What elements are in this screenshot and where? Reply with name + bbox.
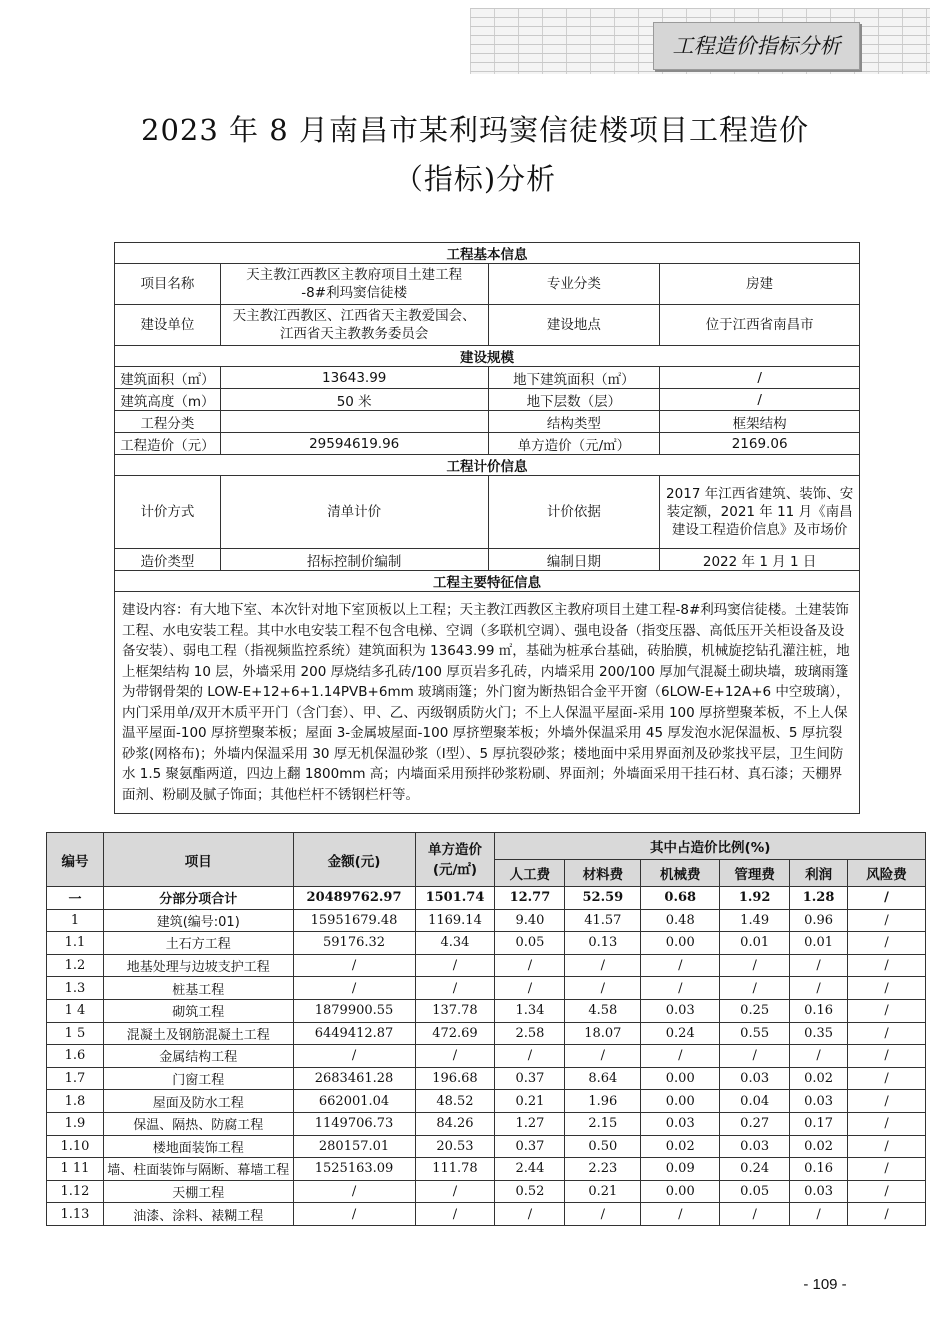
table-cell: 0.13 (565, 932, 641, 955)
table-cell: 9.40 (495, 909, 565, 932)
table-cell: / (415, 1203, 495, 1226)
header-ratio: 其中占造价比例(%) (495, 833, 926, 860)
header-machine: 机械费 (641, 860, 720, 887)
table-cell: 0.03 (641, 999, 720, 1022)
table-cell: 0.24 (720, 1158, 790, 1181)
table-cell: / (848, 1090, 926, 1113)
table-cell: 0.03 (790, 1090, 848, 1113)
table-cell: 0.16 (790, 1158, 848, 1181)
cost-label: 工程造价（元） (115, 433, 221, 455)
section-basic-info: 工程基本信息 (115, 243, 860, 264)
section-features: 工程主要特征信息 (115, 571, 860, 592)
table-cell: / (848, 1045, 926, 1068)
table-cell: / (641, 1045, 720, 1068)
table-row (47, 887, 926, 910)
table-cell: / (848, 1203, 926, 1226)
table-cell: 桩基工程 (103, 977, 293, 1000)
table-cell: / (415, 1045, 495, 1068)
table-cell: 1.6 (47, 1045, 104, 1068)
table-cell: 0.09 (641, 1158, 720, 1181)
table-row (47, 909, 926, 932)
table-cell: 0.21 (565, 1180, 641, 1203)
table-cell: / (565, 1203, 641, 1226)
table-cell: / (790, 1203, 848, 1226)
struct-value: 框架结构 (660, 411, 860, 433)
table-cell: 混凝土及钢筋混凝土工程 (103, 1022, 293, 1045)
table-row (47, 977, 926, 1000)
features-description: 建设内容：有大地下室、本次针对地下室顶板以上工程；天主教江西教区主教府项目土建工程-8#利玛窦信徒楼。土建装饰工程、水电安装工程。其中水电安装工程不包含电梯、空调（多联机空调）、强电设备（指变压器、高低压开关柜设备及设备安装）、弱电工程（指视频监控系统）建筑面积为 13643.99 ㎡，基础为桩承台基础，砖胎膜，机械旋挖钻孔灌注桩，地上框架结构 10 层，外墙采用 200 厚烧结多孔砖/100 厚页岩多孔砖，内墙采用 200/100 厚加气混凝土砌块墙，玻璃雨篷为带钢骨架的 LOW-E+12+6+1.14PVB+6mm 玻璃雨篷；外门窗为断热铝合金平开窗（6LOW-E+12A+6 中空玻璃），内门采用单/双开木质平开门（含门套）、甲、乙、丙级钢质防火门；不上人保温平屋面-采用 100 厚挤塑聚苯板，不上人保温平屋面-100 厚挤塑聚苯板；屋面 3-金属坡屋面-100 厚挤塑聚苯板；外墙外保温采用 45 厚发泡水泥保温板、5 厚抗裂砂浆(网格布)；外墙内保温采用 30 厚无机保温砂浆（Ⅰ型）、5 厚抗裂砂浆；楼地面中采用界面剂及砂浆找平层，卫生间防水 1.5 聚氨酯两道，四边上翻 1800mm 高；内墙面采用预拌砂浆粉刷、界面剂；外墙面采用干挂石材、真石漆；天棚界面剂、粉刷及腻子饰面；其他栏杆不锈钢栏杆等。 (115, 592, 860, 814)
table-cell: 41.57 (565, 909, 641, 932)
table-cell: 0.25 (720, 999, 790, 1022)
table-cell: 0.35 (790, 1022, 848, 1045)
unit-cost-value: 2169.06 (660, 433, 860, 455)
table-cell: / (641, 1203, 720, 1226)
table-cell: / (293, 954, 415, 977)
table-cell: 1169.14 (415, 909, 495, 932)
unit-cost-label: 单方造价（元/㎡） (488, 433, 660, 455)
height-label: 建筑高度（m） (115, 389, 221, 411)
table-cell: 0.01 (790, 932, 848, 955)
table-cell: 1.27 (495, 1112, 565, 1135)
page-title-line1: 2023 年 8 月南昌市某利玛窦信徒楼项目工程造价 (141, 113, 809, 147)
table-row (47, 1067, 926, 1090)
table-cell: / (293, 977, 415, 1000)
header-risk: 风险费 (848, 860, 926, 887)
table-cell: / (790, 954, 848, 977)
cost-breakdown-table (46, 832, 926, 1226)
table-cell: 0.03 (790, 1180, 848, 1203)
table-cell: / (720, 977, 790, 1000)
table-cell: / (293, 1203, 415, 1226)
table-cell: 金属结构工程 (103, 1045, 293, 1068)
table-cell: 8.64 (565, 1067, 641, 1090)
table-cell: 0.01 (720, 932, 790, 955)
table-row (47, 932, 926, 955)
table-cell: 18.07 (565, 1022, 641, 1045)
table-cell: / (720, 954, 790, 977)
table-cell: 1 4 (47, 999, 104, 1022)
table-cell: 1.13 (47, 1203, 104, 1226)
struct-label: 结构类型 (488, 411, 660, 433)
table-cell: 油漆、涂料、裱糊工程 (103, 1203, 293, 1226)
section-header-tag: 工程造价指标分析 (653, 22, 860, 70)
table-cell: 1.49 (720, 909, 790, 932)
builder-label: 建设单位 (115, 305, 221, 346)
header-profit: 利润 (790, 860, 848, 887)
table-cell: 0.00 (641, 1067, 720, 1090)
table-cell: 472.69 (415, 1022, 495, 1045)
table-cell: 0.05 (495, 932, 565, 955)
table-cell: / (415, 1180, 495, 1203)
table-cell: 52.59 (565, 887, 641, 910)
table-cell: 0.03 (641, 1112, 720, 1135)
header-amount: 金额(元) (293, 833, 415, 887)
table-cell: 84.26 (415, 1112, 495, 1135)
table-cell: 2.58 (495, 1022, 565, 1045)
table-cell: / (495, 1045, 565, 1068)
table-cell: / (848, 1158, 926, 1181)
section-pricing: 工程计价信息 (115, 455, 860, 476)
project-name-label: 项目名称 (115, 264, 221, 305)
location-label: 建设地点 (488, 305, 660, 346)
table-row (47, 999, 926, 1022)
table-cell: / (848, 1180, 926, 1203)
table-cell: 111.78 (415, 1158, 495, 1181)
header-mgmt: 管理费 (720, 860, 790, 887)
under-floors-label: 地下层数（层） (488, 389, 660, 411)
under-area-value: / (660, 367, 860, 389)
table-row (47, 1022, 926, 1045)
table-cell: 0.03 (720, 1135, 790, 1158)
table-cell: 6449412.87 (293, 1022, 415, 1045)
table-cell: 砌筑工程 (103, 999, 293, 1022)
height-value: 50 米 (220, 389, 488, 411)
table-cell: 0.02 (641, 1135, 720, 1158)
area-label: 建筑面积（㎡） (115, 367, 221, 389)
table-cell: 0.17 (790, 1112, 848, 1135)
under-floors-value: / (660, 389, 860, 411)
header-item: 项目 (103, 833, 293, 887)
table-cell: / (415, 954, 495, 977)
table-cell: 2.44 (495, 1158, 565, 1181)
table-cell: 0.27 (720, 1112, 790, 1135)
table-row (47, 1045, 926, 1068)
table-cell: 1501.74 (415, 887, 495, 910)
table-cell: 2683461.28 (293, 1067, 415, 1090)
table-cell: 1149706.73 (293, 1112, 415, 1135)
table-cell: / (495, 1203, 565, 1226)
table-cell: 墙、柱面装饰与隔断、幕墙工程 (103, 1158, 293, 1181)
table-cell: 0.02 (790, 1135, 848, 1158)
table-cell: 137.78 (415, 999, 495, 1022)
header-material: 材料费 (565, 860, 641, 887)
table-cell: 662001.04 (293, 1090, 415, 1113)
table-cell: 0.04 (720, 1090, 790, 1113)
eng-class-value (220, 411, 488, 433)
table-row (47, 1090, 926, 1113)
table-cell: 1.1 (47, 932, 104, 955)
table-cell: 门窗工程 (103, 1067, 293, 1090)
table-cell: 1879900.55 (293, 999, 415, 1022)
table-cell: 1.7 (47, 1067, 104, 1090)
table-cell: / (848, 977, 926, 1000)
table-cell: 0.37 (495, 1067, 565, 1090)
table-cell: 1.8 (47, 1090, 104, 1113)
date-label: 编制日期 (488, 549, 660, 571)
table-cell: 0.00 (641, 1090, 720, 1113)
table-cell: 59176.32 (293, 932, 415, 955)
table-cell: / (495, 954, 565, 977)
table-cell: 2.15 (565, 1112, 641, 1135)
type-value: 招标控制价编制 (220, 549, 488, 571)
table-cell: 20.53 (415, 1135, 495, 1158)
table-cell: 1.10 (47, 1135, 104, 1158)
table-cell: 1525163.09 (293, 1158, 415, 1181)
table-row (47, 1112, 926, 1135)
page-number: - 109 - (803, 1276, 847, 1293)
table-cell: / (641, 977, 720, 1000)
project-name-value: 天主教江西教区主教府项目土建工程 -8#利玛窦信徒楼 (220, 264, 488, 305)
table-cell: 1.34 (495, 999, 565, 1022)
table-cell: 0.50 (565, 1135, 641, 1158)
table-cell: / (565, 954, 641, 977)
eng-class-label: 工程分类 (115, 411, 221, 433)
table-cell: 0.52 (495, 1180, 565, 1203)
table-cell: / (641, 954, 720, 977)
table-cell: 0.55 (720, 1022, 790, 1045)
table-cell: 0.05 (720, 1180, 790, 1203)
table-cell: 12.77 (495, 887, 565, 910)
table-cell: / (720, 1203, 790, 1226)
table-cell: 0.96 (790, 909, 848, 932)
table-cell: 20489762.97 (293, 887, 415, 910)
table-cell: 196.68 (415, 1067, 495, 1090)
area-value: 13643.99 (220, 367, 488, 389)
table-cell: 一 (47, 887, 104, 910)
header-labor: 人工费 (495, 860, 565, 887)
table-cell: 0.48 (641, 909, 720, 932)
basis-label: 计价依据 (488, 476, 660, 549)
table-cell: 土石方工程 (103, 932, 293, 955)
table-cell: / (848, 954, 926, 977)
table-cell: / (790, 1045, 848, 1068)
table-cell: 0.03 (720, 1067, 790, 1090)
project-info-table (114, 242, 860, 814)
category-label: 专业分类 (488, 264, 660, 305)
under-area-label: 地下建筑面积（㎡） (488, 367, 660, 389)
table-row (47, 954, 926, 977)
table-cell: / (293, 1045, 415, 1068)
type-label: 造价类型 (115, 549, 221, 571)
table-row (47, 1203, 926, 1226)
table-row (47, 1180, 926, 1203)
table-cell: 建筑(编号:01) (103, 909, 293, 932)
table-cell: 4.58 (565, 999, 641, 1022)
section-scale: 建设规模 (115, 346, 860, 367)
table-cell: 楼地面装饰工程 (103, 1135, 293, 1158)
table-cell: / (848, 999, 926, 1022)
table-cell: / (565, 1045, 641, 1068)
table-cell: 1 (47, 909, 104, 932)
cost-value: 29594619.96 (220, 433, 488, 455)
table-cell: / (848, 1135, 926, 1158)
basis-value: 2017 年江西省建筑、装饰、安 装定额，2021 年 11 月《南昌 建设工程造价信息》及市场价 (660, 476, 860, 549)
table-cell: 地基处理与边坡支护工程 (103, 954, 293, 977)
table-cell: 1 11 (47, 1158, 104, 1181)
table-cell: 天棚工程 (103, 1180, 293, 1203)
table-cell: 1 5 (47, 1022, 104, 1045)
method-value: 清单计价 (220, 476, 488, 549)
table-cell: 1.92 (720, 887, 790, 910)
table-cell: / (565, 977, 641, 1000)
table-cell: 分部分项合计 (103, 887, 293, 910)
table-cell: 1.12 (47, 1180, 104, 1203)
table-cell: / (848, 909, 926, 932)
table-cell: / (848, 1067, 926, 1090)
table-cell: 4.34 (415, 932, 495, 955)
date-value: 2022 年 1 月 1 日 (660, 549, 860, 571)
table-cell: 1.2 (47, 954, 104, 977)
table-cell: / (415, 977, 495, 1000)
table-cell: 1.96 (565, 1090, 641, 1113)
builder-value: 天主教江西教区、江西省天主教爱国会、 江西省天主教教务委员会 (220, 305, 488, 346)
table-cell: 0.37 (495, 1135, 565, 1158)
table-cell: 保温、隔热、防腐工程 (103, 1112, 293, 1135)
table-cell: 15951679.48 (293, 909, 415, 932)
table-cell: 0.00 (641, 932, 720, 955)
table-cell: 48.52 (415, 1090, 495, 1113)
table-cell: / (495, 977, 565, 1000)
table-cell: 280157.01 (293, 1135, 415, 1158)
table-cell: / (720, 1045, 790, 1068)
table-cell: / (293, 1180, 415, 1203)
header-unit-cost: 单方造价 (元/㎡) (415, 833, 495, 887)
method-label: 计价方式 (115, 476, 221, 549)
header-no: 编号 (47, 833, 104, 887)
category-value: 房建 (660, 264, 860, 305)
table-cell: 0.02 (790, 1067, 848, 1090)
table-cell: / (848, 887, 926, 910)
table-cell: 屋面及防水工程 (103, 1090, 293, 1113)
location-value: 位于江西省南昌市 (660, 305, 860, 346)
page-title-line2: （指标)分析 (393, 162, 557, 196)
table-cell: / (848, 1022, 926, 1045)
table-row (47, 1158, 926, 1181)
table-cell: 0.21 (495, 1090, 565, 1113)
table-cell: 0.00 (641, 1180, 720, 1203)
table-cell: / (848, 932, 926, 955)
table-cell: 1.9 (47, 1112, 104, 1135)
table-cell: 0.24 (641, 1022, 720, 1045)
table-cell: / (790, 977, 848, 1000)
table-cell: 1.28 (790, 887, 848, 910)
table-cell: 0.16 (790, 999, 848, 1022)
table-cell: 2.23 (565, 1158, 641, 1181)
table-cell: 1.3 (47, 977, 104, 1000)
table-cell: / (848, 1112, 926, 1135)
table-row (47, 1135, 926, 1158)
table-cell: 0.68 (641, 887, 720, 910)
